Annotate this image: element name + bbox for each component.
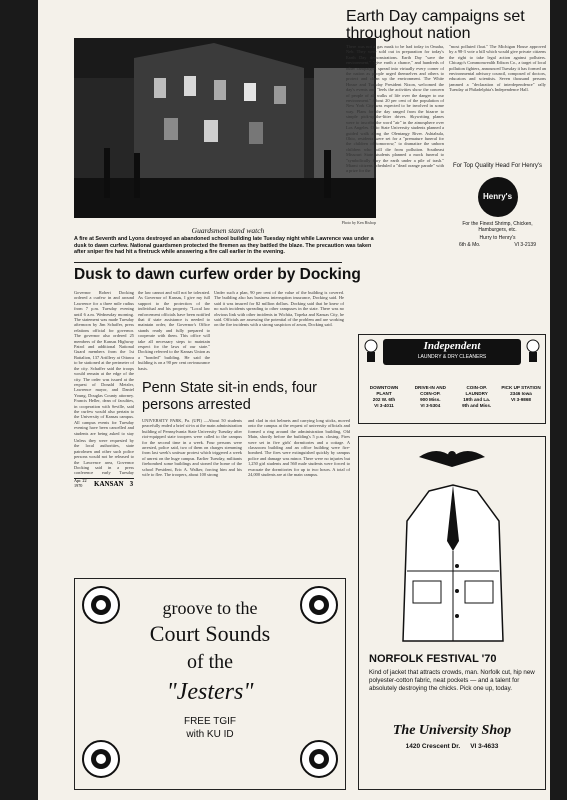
university-shop-ad bbox=[358, 436, 546, 790]
location-addr: 900 Miss. bbox=[420, 397, 441, 402]
jesters-line2: Court Sounds bbox=[149, 621, 271, 646]
location-coin-op bbox=[456, 385, 498, 409]
curfew-col4: Under such a plan, 90 per cent of the value of the building is covered. The building also has business interruption insurance, Docking said. He said it was insured for $2 million dollars. Docking said that he knew of no such incidents spreading to other campuses in the state. There was no obvious link with other incidents in Wichita, Topeka and Kansas City, he said. Officials are assessing the potential of the problem and are working on the fire incidents with a strong suspicion of arson, Docking said. bbox=[214, 290, 344, 328]
penn-state-headline: Penn State sit-in ends, four persons arrested bbox=[142, 380, 317, 413]
univ-shop-footer bbox=[369, 743, 535, 750]
independent-sub: LAUNDRY & DRY CLEANERS bbox=[417, 354, 487, 360]
penn-state-col2: and clad in riot helmets and carrying long sticks, moved onto the campus at the request of university officials and formed a ring around the administration building, Old Main, shortly before the building's 5 p.m. closing. Fires were set in five girls' dormitories and a cottage. A classroom building and an office building were fire-bombed. The fires were extinguished quickly by campus police and damage was minor. There were no injuries but 1,250 girl students and 560 male students were forced to evacuate the dormitories for up to two hours. A total of 24,000 students are at the main campus. bbox=[248, 418, 350, 478]
photo-kicker: Guardsmen stand watch bbox=[191, 226, 265, 235]
earth-day-col1: There was not a gas mask to be had today in Omaha, Neb. They were sold out in preparation for today's Earth Day demonstrations. Earth Day "save the environment," "give earth a chance," and hundreds of other campaigns, spread into virtually every corner of the nation as people urged themselves and others to protect and clean up the environment. The White House and Tuesday President Nixon, welcomed the day's events and "feels the activities show the concern of people of all walks of life over the danger to our environment." About 20 per cent of the population of New York City was expected to be involved in some way. Plans for the day ranged from the bizarre to simple pick-up-the-litter drives. Skywriting planes were to inscribe the word "air" in the atmosphere over Los Angeles. Ohio State University students planned a guided walk along the Olentangy River. Ashtabula, Ohio, residents were set for a "premature funeral for the children of tomorrow," to dramatize the unborn children who will die from pollution. Southeast Missouri State students planned a mock funeral to "symbolically bury the earth under a pile of trash." Miami citizens scheduled a "dead orange parade" with a prize for the bbox=[346, 44, 444, 174]
independent-mascot-right-icon bbox=[525, 339, 541, 363]
curfew-col3: the law cannot and will not be tolerated. As Governor of Kansas, I give my full support to the protection of the individual and his property. "Local law enforcement officials have been notified that if state assistance is needed to maintain order, the Governor's Office stands ready and fully prepared to cooperate with them. This office will take all necessary steps to maintain respect for the laws of our state." Docking referred to the Kansas Union as a "bonded" building. He said the building is on a 90 per cent on-insurance basis. bbox=[138, 290, 210, 371]
independent-name: Independent bbox=[423, 340, 481, 352]
henrys-address: Hurry to Henry's bbox=[479, 235, 516, 242]
henrys-ad bbox=[449, 163, 546, 295]
newspaper-page bbox=[38, 0, 550, 800]
independent-mascot-left-icon bbox=[363, 339, 379, 363]
fire-scene-image bbox=[74, 38, 376, 218]
location-phone: VI 3-9868 bbox=[511, 397, 531, 402]
location-name: COIN-OP. LAUNDRY bbox=[465, 385, 488, 396]
earth-day-headline: Earth Day campaigns set throughout nation bbox=[346, 8, 525, 42]
jester-icon-bl bbox=[81, 739, 121, 783]
univ-shop-title: NORFOLK FESTIVAL '70 bbox=[369, 653, 497, 665]
jesters-line5: FREE TGIF bbox=[183, 716, 237, 727]
folio-date-line1: Apr. 22 bbox=[74, 478, 87, 484]
folio-name: KANSAN bbox=[94, 480, 124, 488]
henrys-phone: VI 3-2139 bbox=[514, 241, 536, 248]
jesters-line6: with KU ID bbox=[186, 729, 234, 740]
location-drive-in bbox=[408, 385, 452, 409]
henrys-body: For the Finest Shrimp, Chicken, Hamburgers, etc. bbox=[462, 220, 533, 233]
location-name: DOWNTOWN PLANT bbox=[369, 385, 399, 396]
location-name: DRIVE-IN AND COIN-OP. bbox=[414, 385, 446, 396]
henrys-logo-text: Henry's bbox=[482, 192, 513, 201]
independent-locations bbox=[363, 385, 541, 409]
folio-page: 3 bbox=[129, 480, 134, 488]
curfew-col1: Governor Robert Docking ordered a curfew in and around Lawrence for a three mile radius from 7 p.m. Tuesday evening until 6 a.m. Wednesday morning. The statement was made Tuesday afternoon by Jim Schaffer, press relations official for governor. The governor also ordered 25 members of the Kansas Highway Patrol and additional National Guard members from the 1st Battalion, 137 Artillery at Ottawa to be stationed at the perimeter of the city. Schaffer said the troops would remain at the edge of the city. The order was issued at the request of Donald Metzler, Lawrence mayor, and Daniel Young, Douglas County attorney. Francis Heller, dean of faculties, in cooperation with Seville, said the curfew would also pertain to the University of Kansas campus. All campus events for Tuesday evening have been cancelled and students are being asked to stay bbox=[74, 290, 134, 436]
eagle-icon bbox=[417, 445, 487, 475]
jesters-ad bbox=[74, 578, 346, 790]
univ-shop-phone: VI 3-4633 bbox=[470, 743, 499, 750]
independent-ad bbox=[358, 334, 546, 424]
folio-date-line2: 1970 bbox=[74, 483, 83, 488]
henrys-location: 6th & Mo. bbox=[459, 241, 481, 248]
henrys-ad-top: For Top Quality Head For Henry's bbox=[452, 163, 543, 169]
henrys-footer bbox=[449, 242, 546, 248]
location-phone: VI 3-5304 bbox=[420, 403, 441, 408]
folio bbox=[74, 478, 134, 489]
folio-date bbox=[74, 479, 90, 488]
jesters-line3: of the bbox=[186, 651, 234, 673]
curfew-top-rule bbox=[74, 262, 342, 263]
curfew-headline: Dusk to dawn curfew order by Docking bbox=[74, 266, 361, 283]
henrys-logo bbox=[478, 177, 518, 217]
location-addr: 202 W. 6th bbox=[372, 397, 396, 402]
location-addr: 2346 Iowa bbox=[510, 391, 532, 396]
curfew-col2: Unless they were requested by the local authorities, state patrolmen and other such police persons would not be released to the Lawrence area, Governor Docking said in a press conference early Tuesday bbox=[74, 438, 134, 476]
fire-photo bbox=[74, 38, 376, 218]
photo-caption: A fire at Seventh and Lyons destroyed an abandoned school building late Tuesday night while Lawrence was under a dusk to dawn curfew. National guardsmen protected the firemen as they battled the blaze. The precaution was taken after sniper fire had hit a firetruck while answering a fire call earlier in the evening. bbox=[74, 236, 374, 256]
jester-icon-tr bbox=[299, 585, 339, 629]
photo-credit: Photo by Ken Bishop bbox=[341, 220, 376, 225]
independent-banner bbox=[383, 339, 521, 365]
univ-shop-body: Kind of jacket that attracts crowds, man. Norfolk cut, hip new polyester-cotton fabric, neat pockets — and a talent for absolutely destroying the chicks. Pick one up, today. bbox=[369, 669, 535, 692]
jesters-copy bbox=[121, 597, 299, 741]
earth-day-col2: "most polluted float." The Michigan House approved by a 98-3 vote a bill which would give private citizens the right to take legal action against polluters. Chicago's Commonwealth Edison Co., a target of local pollution fighters, announced Tuesday it has formed an environmental advisory council, composed of doctors, educators and scientists. Seven thousand persons jammed a "declaration of interdependence" rally Tuesday at Philadelphia's Independence Hall. bbox=[449, 44, 546, 93]
univ-shop-name: The University Shop bbox=[392, 723, 512, 738]
location-pickup bbox=[501, 385, 541, 409]
penn-state-col1: UNIVERSITY PARK, Pa. (UPI) —About 50 students peacefully ended a brief sit-in at the main administration building of Pennsylvania State University Tuesday after riot-equipped state troopers were called to the campus for the second time in a week. Four persons were arrested, police said, two of them on charges stemming from last week's unitwar protest which triggered a week of unrest on the huge campus. Earlier Tuesday, militants firebombed some buildings and stoned the home of the school President, Eric A. Walker, forcing him and his wife to flee. The troopers, about 100 strong bbox=[142, 418, 242, 478]
location-name: PICK UP STATION bbox=[501, 385, 541, 390]
location-downtown bbox=[363, 385, 405, 409]
location-addr: 19th and La. bbox=[463, 397, 491, 402]
jesters-line1: groove to the bbox=[162, 598, 258, 618]
jester-icon-tl bbox=[81, 585, 121, 629]
jester-icon-br bbox=[299, 739, 339, 783]
location-phone: 9th and Miss. bbox=[462, 403, 492, 408]
jacket-illustration bbox=[399, 481, 507, 655]
jesters-line4: "Jesters" bbox=[166, 679, 254, 705]
univ-shop-address: 1420 Crescent Dr. bbox=[405, 743, 461, 750]
location-phone: VI 3-4011 bbox=[374, 403, 394, 408]
